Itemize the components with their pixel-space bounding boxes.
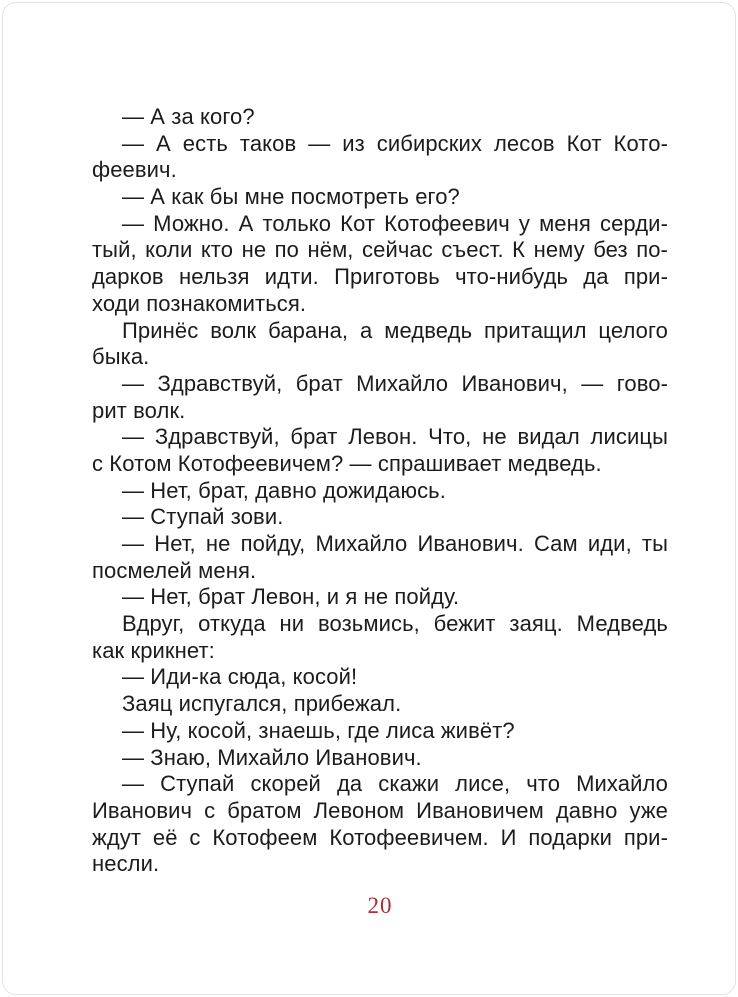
- text-line: — Нет, брат, давно дожидаюсь.: [122, 477, 446, 503]
- text-line: ходи познакомиться.: [92, 290, 307, 316]
- text-line: — Нет, не пойду, Михайло Иванович. Сам иди, ты: [122, 531, 668, 556]
- text-line: дарков нельзя идти. Приготовь что-нибудь да при-: [92, 264, 668, 290]
- text-line: феевич.: [92, 157, 177, 183]
- text-line: — А за кого?: [122, 104, 255, 129]
- text-line: — А есть таков — из сибирских лесов Кот Кото-: [122, 130, 668, 156]
- text-line: тый, коли кто не по нём, сейчас съест. К нему без по-: [92, 237, 668, 263]
- text-line: — А как бы мне посмотреть его?: [122, 184, 460, 210]
- text-line: — Ступай зови.: [122, 504, 284, 530]
- text-line: — Здравствуй, брат Михайло Иванович, — гово-: [122, 370, 668, 396]
- text-line: ждут её с Котофеем Котофеевичем. И подарки при-: [92, 824, 668, 850]
- text-line: посмелей меня.: [92, 557, 257, 583]
- text-line: рит волк.: [92, 397, 186, 423]
- text-line: Заяц испугался, прибежал.: [122, 691, 402, 717]
- page-number: 20: [367, 893, 393, 918]
- text-line: — Можно. А только Кот Котофеевич у меня серди-: [122, 210, 668, 236]
- text-line: — Иди-ка сюда, косой!: [122, 664, 358, 690]
- text-line: Иванович с братом Левоном Ивановичем давно уже: [92, 797, 668, 823]
- text-line: как крикнет:: [92, 637, 215, 663]
- text-line: — Здравствуй, брат Левон. Что, не видал лисицы: [122, 424, 668, 450]
- text-line: — Нет, брат Левон, и я не пойду.: [122, 584, 460, 610]
- text-line: — Знаю, Михайло Иванович.: [122, 744, 422, 770]
- text-line: — Ступай скорей да скажи лисе, что Михайло: [122, 771, 668, 797]
- text-line: Принёс волк барана, а медведь притащил целого: [122, 317, 668, 343]
- text-line: несли.: [92, 851, 160, 877]
- text-line: с Котом Котофеевичем? — спрашивает медведь.: [92, 450, 602, 476]
- text-line: Вдруг, откуда ни возьмись, бежит заяц. Медведь: [122, 611, 668, 637]
- text-line: быка.: [92, 344, 150, 370]
- story-text: [92, 104, 668, 878]
- text-line: — Ну, косой, знаешь, где лиса живёт?: [122, 717, 515, 743]
